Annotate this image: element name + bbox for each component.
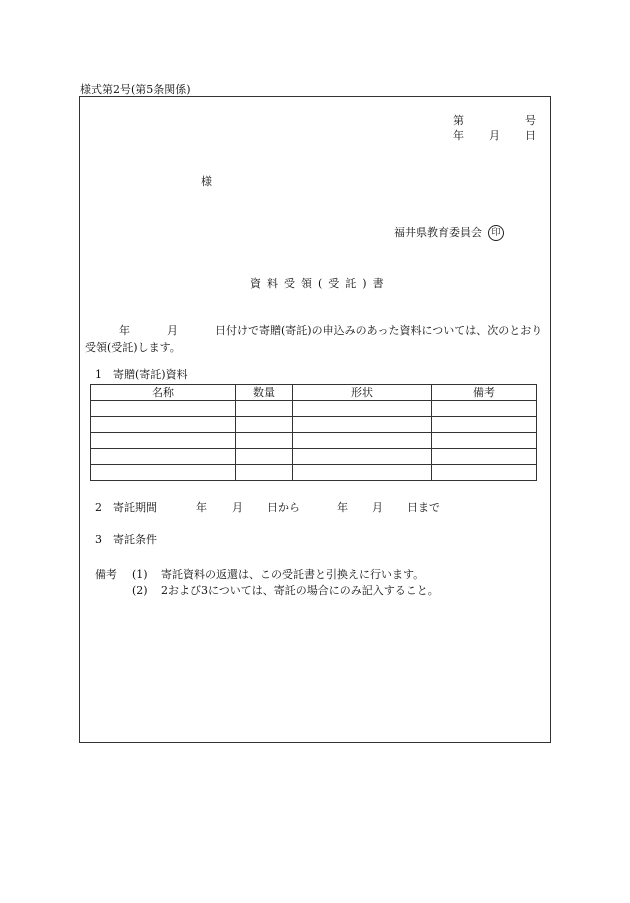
issue-day-label: 日 — [525, 129, 536, 142]
column-header-name: 名称 — [91, 385, 236, 401]
table-cell[interactable] — [91, 449, 236, 465]
body-text: 日付けで寄贈(寄託)の申込みのあった資料については、次のとおり受領(受託)します。 — [85, 324, 543, 354]
addressee-honorific: 様 — [201, 175, 212, 188]
remarks-label: 備考 — [95, 568, 117, 581]
section-2-period-line — [0, 501, 630, 515]
body-month-label: 月 — [167, 324, 178, 337]
table-cell[interactable] — [293, 449, 432, 465]
period-from-year: 年 — [196, 501, 207, 514]
document-number-line — [453, 114, 536, 127]
remark-item — [95, 567, 439, 583]
issuer-name: 福井県教育委員会 — [394, 226, 482, 239]
body-year-label: 年 — [119, 324, 130, 337]
remark-text: 2および3については、寄託の場合にのみ記入すること。 — [161, 584, 439, 597]
section-3-heading: 3 寄託条件 — [95, 533, 157, 546]
materials-table — [90, 384, 537, 481]
section-2-heading: 2 寄託期間 — [95, 501, 157, 514]
period-to-year: 年 — [337, 501, 348, 514]
table-cell[interactable] — [432, 433, 537, 449]
table-cell[interactable] — [236, 417, 293, 433]
issue-month-label: 月 — [489, 129, 500, 142]
remarks-block — [95, 567, 439, 599]
table-cell[interactable] — [91, 417, 236, 433]
body-paragraph — [85, 322, 548, 356]
remark-item — [95, 583, 439, 599]
issue-date-line — [453, 129, 536, 142]
table-cell[interactable] — [236, 449, 293, 465]
issue-year-label: 年 — [453, 129, 464, 142]
period-to-day: 日まで — [407, 501, 440, 514]
table-cell[interactable] — [432, 401, 537, 417]
table-cell[interactable] — [91, 465, 236, 481]
period-from-day: 日から — [267, 501, 300, 514]
table-header-row — [91, 385, 537, 401]
table-row — [91, 433, 537, 449]
table-cell[interactable] — [293, 433, 432, 449]
remark-number: (2) — [132, 584, 148, 597]
table-row — [91, 465, 537, 481]
column-header-quantity: 数量 — [236, 385, 293, 401]
remark-number: (1) — [132, 568, 148, 581]
table-row — [91, 401, 537, 417]
period-to-month: 月 — [372, 501, 383, 514]
seal-icon: 印 — [488, 225, 504, 241]
table-cell[interactable] — [91, 433, 236, 449]
section-1-heading: 1 寄贈(寄託)資料 — [95, 368, 188, 381]
column-header-form: 形状 — [293, 385, 432, 401]
table-cell[interactable] — [432, 449, 537, 465]
table-cell[interactable] — [432, 417, 537, 433]
issuer-line — [394, 225, 504, 241]
table-cell[interactable] — [91, 401, 236, 417]
number-prefix: 第 — [453, 114, 464, 127]
period-from-month: 月 — [232, 501, 243, 514]
table-row — [91, 417, 537, 433]
column-header-notes: 備考 — [432, 385, 537, 401]
table-cell[interactable] — [293, 465, 432, 481]
table-cell[interactable] — [236, 465, 293, 481]
table-cell[interactable] — [236, 433, 293, 449]
table-cell[interactable] — [293, 401, 432, 417]
table-cell[interactable] — [236, 401, 293, 417]
remark-text: 寄託資料の返還は、この受託書と引換えに行います。 — [161, 568, 425, 581]
number-suffix: 号 — [525, 114, 536, 127]
table-cell[interactable] — [432, 465, 537, 481]
table-cell[interactable] — [293, 417, 432, 433]
form-number-label: 様式第2号(第5条関係) — [80, 83, 191, 96]
table-row — [91, 449, 537, 465]
document-title: 資料受領(受託)書 — [250, 277, 390, 290]
